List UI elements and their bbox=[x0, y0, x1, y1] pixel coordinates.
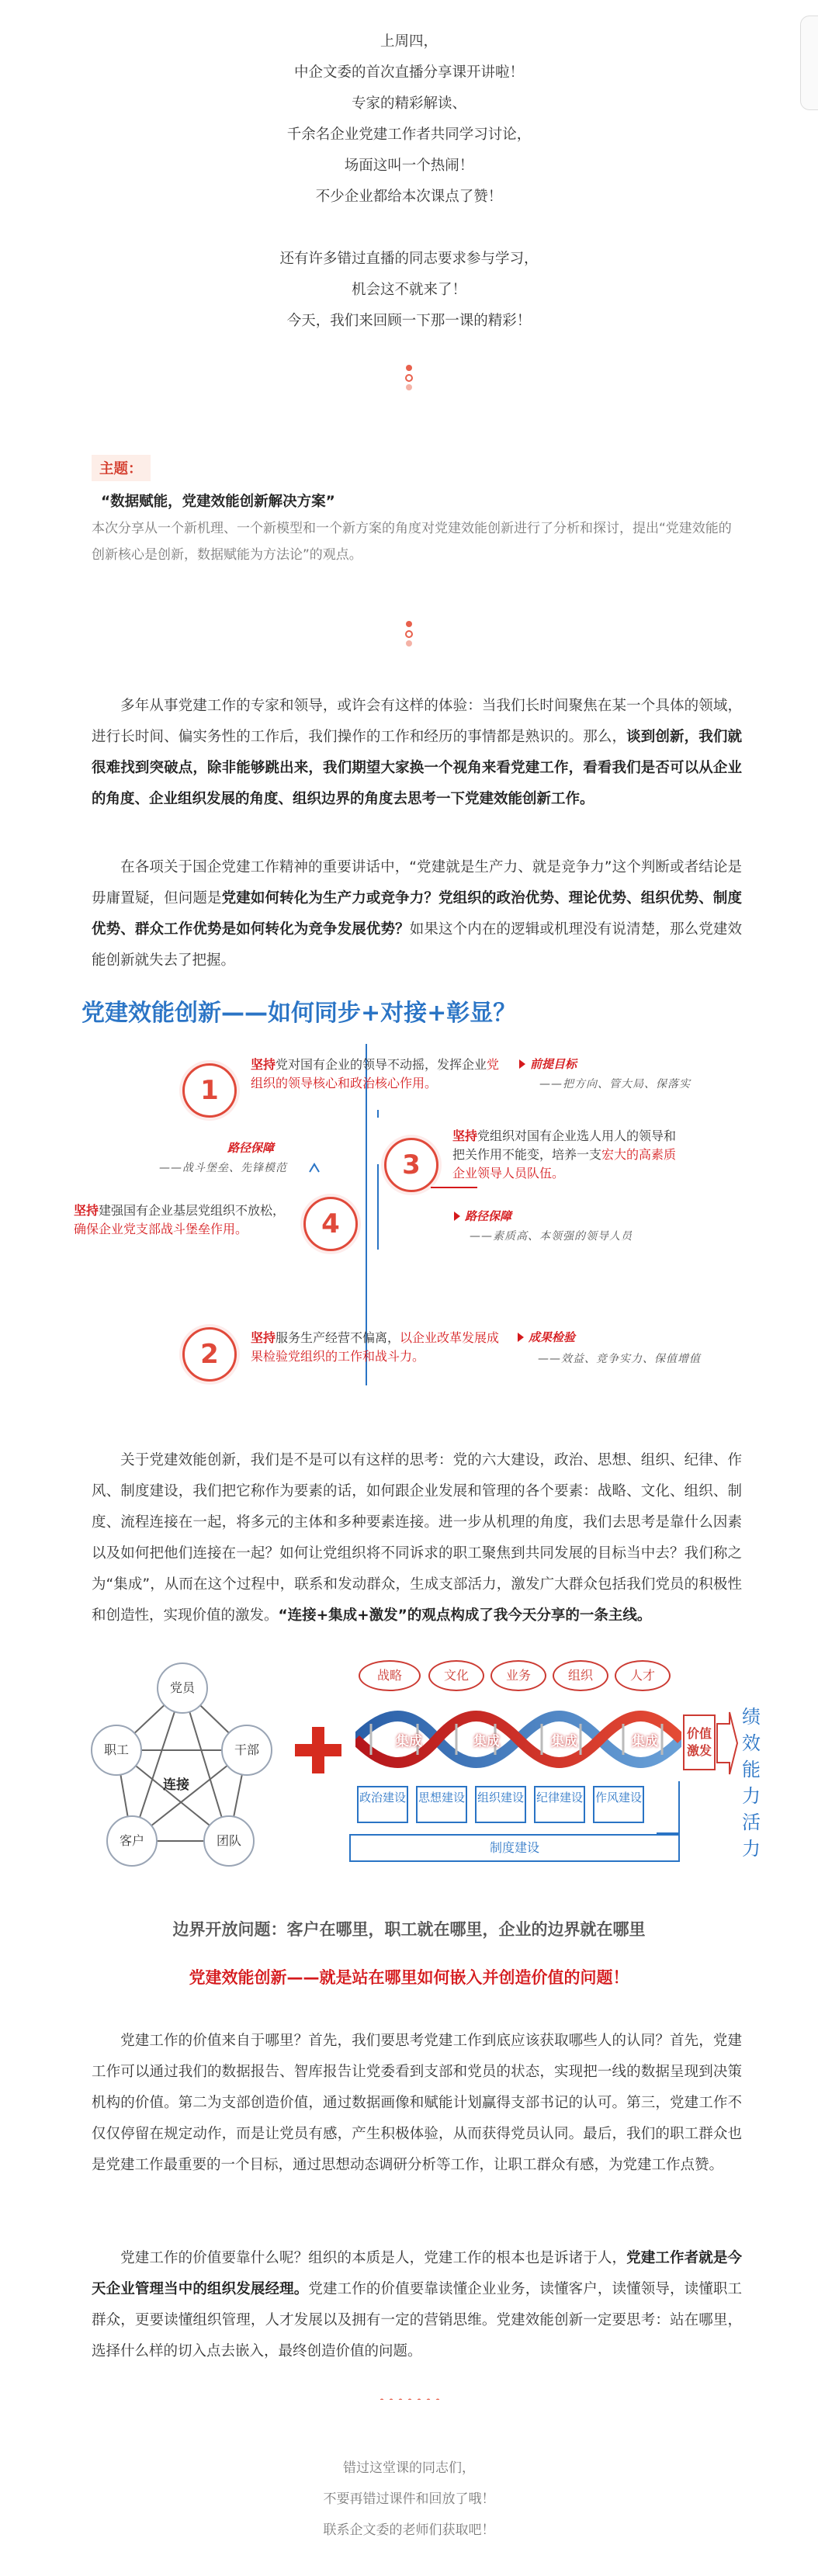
box-thought: 思想建设 bbox=[416, 1786, 467, 1823]
step-3-subtext: ——素质高、本领强的领导人员 bbox=[470, 1230, 633, 1243]
outro-line: 不要再错过课件和回放了哦！ bbox=[323, 2491, 495, 2507]
step-1-tag: 前提目标 bbox=[518, 1056, 577, 1072]
box-organization: 组织建设 bbox=[475, 1786, 526, 1823]
outro-line: 联系企文委的老师们获取吧！ bbox=[323, 2522, 495, 2538]
paragraph-text: 在各项关于国企党建工作精神的重要讲话中，“党建就是生产力、就是竞争力”这个判断或者结论是毋庸置疑，但问题是 bbox=[92, 859, 742, 907]
step-4-circle: 4 bbox=[303, 1197, 358, 1251]
step-1-text: 坚持党对国有企业的领导不动摇，发挥企业党组织的领导核心和政治核心作用。 bbox=[251, 1057, 500, 1090]
step-3-circle: 3 bbox=[384, 1138, 438, 1192]
paragraph-text: 关于党建效能创新，我们是不是可以有这样的思考：党的六大建设，政治、思想、组织、纪律、作风、制度建设，我们把它称作为要素的话，如何跟企业发展和管理的各个要素：战略、文化、组织、制度、流程连接在一起，将多元的主体和多种要素连接。进一步从机理的角度，我们去思考是靠什么因素以及如何把他们连接在一起？如何让党组织将不同诉求的职工聚焦到共同发展的目标当中去？我们称之为“集成”，从而在这个过程中，联系和发动群众，生成支部活力，激发广大群众包括我们党员的积极性和创造性，实现价值的激发。 bbox=[92, 1452, 742, 1624]
step-4-text: 坚持建强国有企业基层党组织不放松，确保企业党支部战斗堡垒作用。 bbox=[74, 1203, 286, 1236]
connect-label: 连接 bbox=[163, 1777, 189, 1793]
box-style: 作风建设 bbox=[593, 1786, 644, 1823]
paragraph-bold: “连接+集成+激发”的观点构成了我今天分享的一条主线。 bbox=[278, 1607, 652, 1624]
step-2-subtext: ——效益、竞争实力、保值增值 bbox=[538, 1353, 701, 1365]
step-1-circle: 1 bbox=[182, 1063, 237, 1118]
dna-label: 集成 bbox=[632, 1734, 658, 1749]
step-4-tag: 路径保障 bbox=[227, 1141, 275, 1155]
step-2-circle: 2 bbox=[182, 1327, 237, 1382]
paragraph-text: 党建工作的价值要靠读懂企业业务，读懂客户，读懂领导，读懂职工群众，更要读懂组织管理，人才发展以及拥有一定的营销思维。党建效能创新一定要思考：站在哪里，选择什么样的切入点去嵌入，最终创造价值的问题。 bbox=[92, 2281, 742, 2359]
intro-line: 专家的精彩解读、 bbox=[351, 95, 466, 112]
box-discipline: 纪律建设 bbox=[534, 1786, 585, 1823]
section-divider-icon bbox=[404, 621, 414, 646]
paragraph-text: 党建工作的价值来自于哪里？首先，我们要思考党建工作到底应该获取哪些人的认同？首先，党建工作可以通过我们的数据报告、智库报告让党委看到支部和党员的状态，实现把一线的数据呈现到决策机构的价值。第二为支部创造价值，通过数据画像和赋能计划赢得支部书记的认可。第三，党建工作不仅仅停留在规定动作，而是让党员有感，产生积极体验，从而获得党员认同。最后，我们的职工群众也是党建工作最重要的一个目标，通过思想动态调研分析等工作，让职工群众有感，为党建工作点赞。 bbox=[92, 2033, 742, 2173]
intro-line: 上周四， bbox=[380, 33, 438, 50]
node-cadre: 干部 bbox=[221, 1725, 272, 1776]
intro-block bbox=[0, 26, 818, 337]
box-institution: 制度建设 bbox=[349, 1834, 680, 1862]
value-box: 价值激发 bbox=[683, 1714, 716, 1770]
box-political: 政治建设 bbox=[357, 1786, 408, 1823]
intro-line: 今天，我们来回顾一下那一课的精彩！ bbox=[286, 313, 532, 329]
outro-line: 错过这堂课的同志们， bbox=[343, 2460, 475, 2476]
plus-icon bbox=[295, 1727, 341, 1773]
figure-title: 党建效能创新——如何同步+对接+彰显？ bbox=[81, 1000, 517, 1027]
paragraph-1 bbox=[92, 691, 742, 815]
step-2-text: 坚持服务生产经营不偏离，以企业改革发展成果检验党组织的工作和战斗力。 bbox=[251, 1330, 500, 1364]
step-2-tag: 成果检验 bbox=[516, 1329, 575, 1345]
topic-badge: 主题： bbox=[92, 455, 151, 481]
intro-line: 机会这不就来了！ bbox=[351, 282, 466, 298]
paragraph-4 bbox=[92, 2026, 742, 2181]
node-team: 团队 bbox=[203, 1815, 255, 1867]
step-4-subtext: ——战斗堡垒、先锋模范 bbox=[159, 1162, 287, 1174]
paragraph-3 bbox=[92, 1445, 742, 1631]
arrow-right-icon bbox=[716, 1708, 739, 1778]
topic-block bbox=[92, 455, 736, 568]
boundary-statement: 边界开放问题：客户在哪里，职工就在哪里，企业的边界就在哪里 bbox=[172, 1920, 646, 1939]
paragraph-bold: 党建工作者就是今天企业管理当中的组织发展经理。 bbox=[92, 2250, 742, 2297]
node-employee: 职工 bbox=[91, 1725, 142, 1776]
step-3-tag: 路径保障 bbox=[452, 1208, 511, 1224]
figure-party-efficiency bbox=[74, 993, 745, 1413]
paragraph-text: 如果这个内在的逻辑或机理没有说清楚，那么党建效能创新就失去了把握。 bbox=[92, 921, 742, 969]
intro-line: 千余名企业党建工作者共同学习讨论， bbox=[286, 127, 532, 143]
step-1-subtext: ——把方向、管大局、保落实 bbox=[539, 1078, 691, 1090]
oval-business: 业务 bbox=[490, 1660, 546, 1691]
intro-line: 中企文委的首次直播分享课开讲啦！ bbox=[293, 64, 524, 81]
oval-talent: 人才 bbox=[615, 1660, 671, 1691]
dna-label: 集成 bbox=[473, 1734, 500, 1749]
paragraph-5 bbox=[92, 2243, 742, 2367]
paragraph-bold: 谈到创新，我们就很难找到突破点，除非能够跳出来，我们期望大家换一个视角来看党建工作，看看我们是否可以从企业的角度、企业组织发展的角度、组织边界的角度去思考一下党建效能创新工作。 bbox=[92, 729, 742, 807]
divider-line bbox=[92, 2398, 726, 2400]
node-party-member: 党员 bbox=[157, 1662, 208, 1714]
intro-line: 还有许多错过直播的同志要求参与学习， bbox=[279, 251, 539, 267]
paragraph-text: 党建工作的价值要靠什么呢？组织的本质是人，党建工作的根本也是诉诸于人， bbox=[120, 2250, 627, 2266]
dna-label: 集成 bbox=[551, 1734, 577, 1749]
intro-line: 不少企业都给本次课点了赞！ bbox=[315, 189, 503, 205]
paragraph-bold: 党建如何转化为生产力或竞争力？党组织的政治优势、理论优势、组织优势、制度优势、群众工作优势是如何转化为竞争发展优势？ bbox=[92, 890, 742, 938]
step-3-text: 坚持党组织对国有企业选人用人的领导和把关作用不能变，培养一支宏大的高素质企业领导人员队伍。 bbox=[452, 1129, 677, 1181]
paragraph-text: 多年从事党建工作的专家和领导，或许会有这样的体验：当我们长时间聚焦在某一个具体的领域，进行长时间、偏实务性的工作后，我们操作的工作和经历的事情都是熟识的。那么， bbox=[92, 698, 742, 745]
outro-block bbox=[0, 2453, 818, 2546]
topic-title: “数据赋能，党建效能创新解决方案” bbox=[101, 494, 335, 510]
node-customer: 客户 bbox=[106, 1815, 158, 1867]
oval-organization: 组织 bbox=[553, 1660, 608, 1691]
oval-strategy: 战略 bbox=[359, 1660, 421, 1691]
section-divider-icon bbox=[404, 365, 414, 390]
figure-arrows bbox=[74, 993, 745, 1413]
key-statement: 党建效能创新——就是站在哪里如何嵌入并创造价值的问题！ bbox=[189, 1968, 629, 1987]
intro-line: 场面这叫一个热闹！ bbox=[344, 158, 474, 174]
topic-description: 本次分享从一个新机理、一个新模型和一个新方案的角度对党建效能创新进行了分析和探讨，提出“党建效能的创新核心是创新，数据赋能为方法论”的观点。 bbox=[92, 521, 732, 563]
oval-culture: 文化 bbox=[428, 1660, 484, 1691]
paragraph-2 bbox=[92, 852, 742, 976]
figure-connect-integrate bbox=[70, 1657, 761, 1905]
result-text: 绩效 能力 活力 bbox=[742, 1706, 761, 1860]
dna-label: 集成 bbox=[396, 1734, 422, 1749]
